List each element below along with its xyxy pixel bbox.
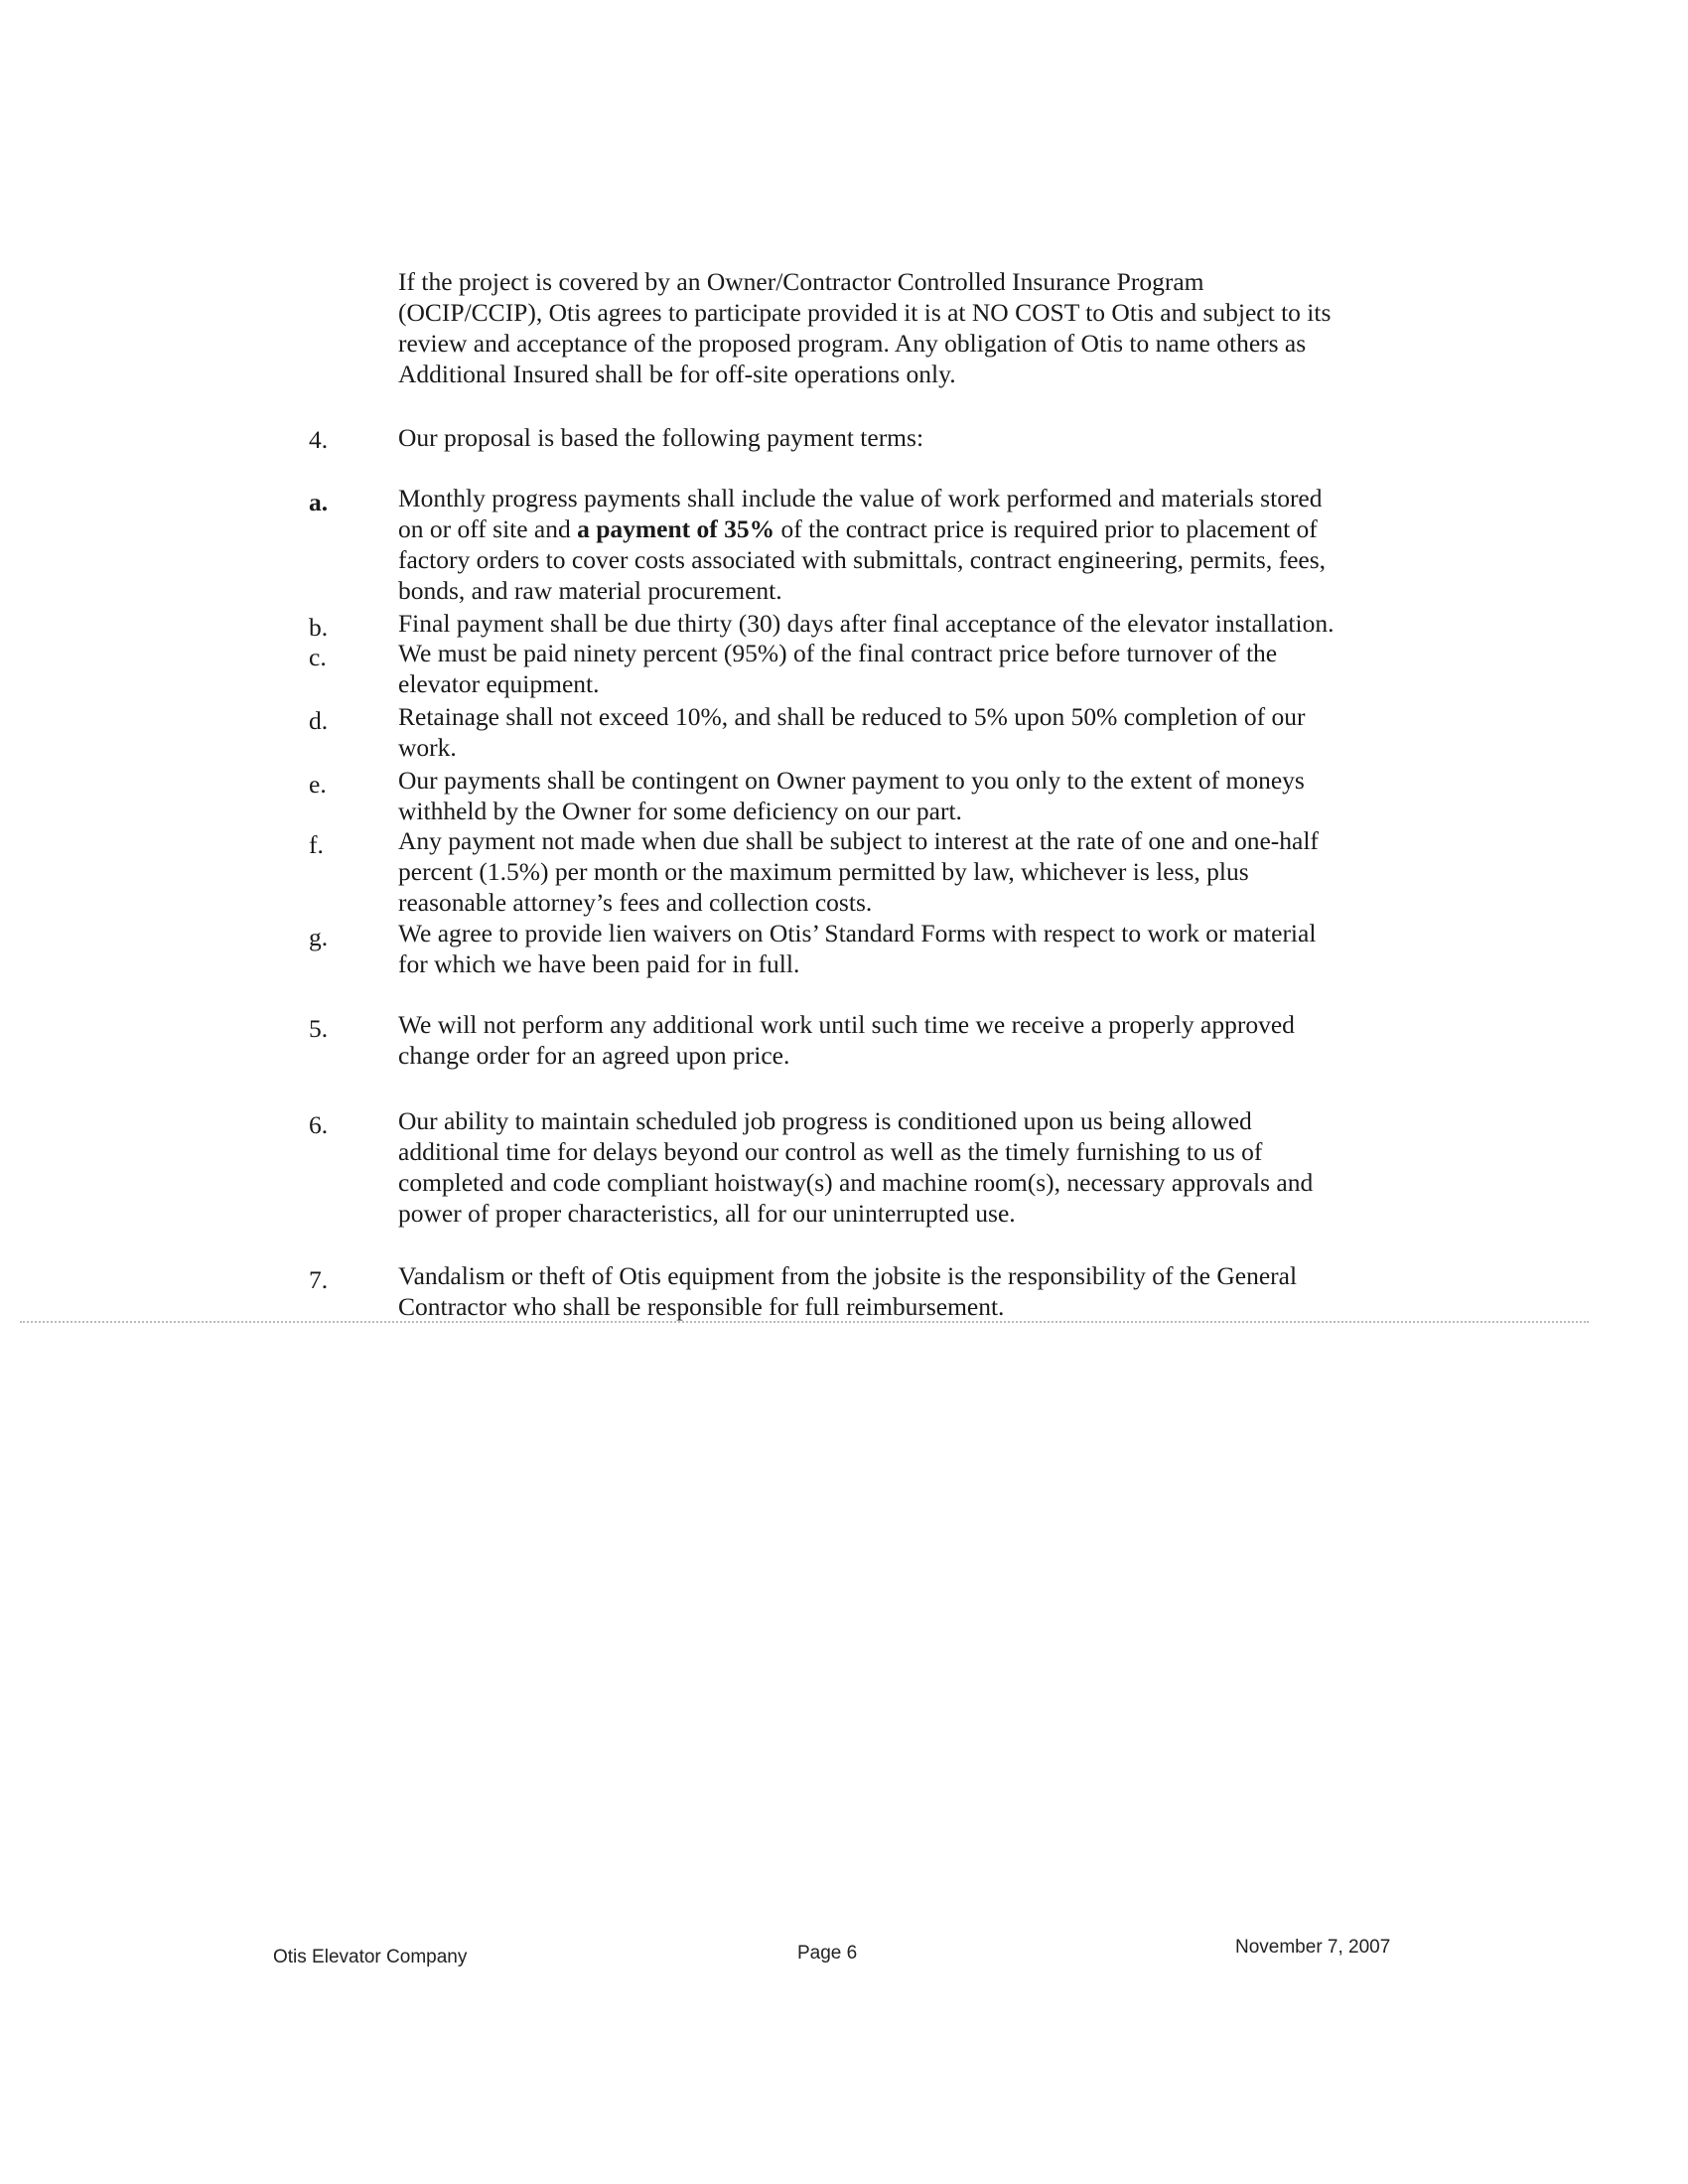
item-number: e. [309,770,327,799]
item-text [398,1009,1401,1071]
text-line: Retainage shall not exceed 10%, and shall be reduced to 5% upon 50% completion of our [398,702,1306,731]
text-line: additional time for delays beyond our control as well as the timely furnishing to us of [398,1137,1263,1166]
bold-payment-term: a payment of 35% [577,514,775,543]
insurance-paragraph [398,266,1401,389]
item-text [398,1105,1401,1229]
item-number: f. [309,830,324,859]
footer-company: Otis Elevator Company [273,1947,468,1967]
text-line: Contractor who shall be responsible for full reimbursement. [398,1292,1005,1321]
text-line: Monthly progress payments shall include the value of work performed and materials stored [398,484,1323,512]
text-line [398,513,1401,544]
item-number: b. [309,613,329,642]
text-line: review and acceptance of the proposed program. Any obligation of Otis to name others as [398,329,1307,358]
text-line: Final payment shall be due thirty (30) days after final acceptance of the elevator installation. [398,609,1335,638]
text-line: (OCIP/CCIP), Otis agrees to participate provided it is at NO COST to Otis and subject to its [398,298,1332,327]
footer-page-number: Page 6 [797,1943,858,1964]
item-text [398,608,1401,639]
text-line: percent (1.5%) per month or the maximum permitted by law, whichever is less, plus [398,857,1249,886]
item-number: 7. [309,1265,329,1294]
text-line: We will not perform any additional work until such time we receive a properly approved [398,1010,1295,1039]
item-text [398,1260,1401,1322]
text-segment: of the contract price is required prior to placement of [774,514,1318,543]
text-line: If the project is covered by an Owner/Contractor Controlled Insurance Program [398,267,1204,296]
item-text [398,765,1401,826]
item-text [398,638,1401,699]
text-line: Additional Insured shall be for off-site operations only. [398,360,956,388]
text-line: factory orders to cover costs associated with submittals, contract engineering, permits, fees, [398,545,1326,574]
text-line: Our payments shall be contingent on Owner payment to you only to the extent of moneys [398,766,1305,795]
text-line: change order for an agreed upon price. [398,1041,790,1070]
item-text [398,483,1401,606]
text-line: We agree to provide lien waivers on Otis’ Standard Forms with respect to work or material [398,919,1317,947]
text-line: Vandalism or theft of Otis equipment from the jobsite is the responsibility of the General [398,1261,1298,1290]
item-text [398,701,1401,763]
text-line: Our ability to maintain scheduled job progress is conditioned upon us being allowed [398,1106,1252,1135]
text-line: for which we have been paid for in full. [398,949,800,978]
item-number: d. [309,706,329,735]
text-line: elevator equipment. [398,669,600,698]
text-line: bonds, and raw material procurement. [398,576,782,605]
item-number: 6. [309,1110,329,1139]
text-line: Our proposal is based the following payment terms: [398,423,924,452]
dotted-divider [20,1321,1589,1323]
text-line: reasonable attorney’s fees and collection costs. [398,888,873,917]
footer-date: November 7, 2007 [1235,1937,1391,1958]
item-text [398,918,1401,979]
item-number: 5. [309,1014,329,1043]
item-letter: a. [309,488,329,516]
text-line: withheld by the Owner for some deficiency on our part. [398,797,962,825]
item-number: 4. [309,425,329,454]
text-line: Any payment not made when due shall be subject to interest at the rate of one and one-half [398,826,1319,855]
item-number: c. [309,643,327,671]
item-text [398,422,1401,453]
text-segment: on or off site and [398,514,578,543]
text-line: completed and code compliant hoistway(s) and machine room(s), necessary approvals and [398,1168,1314,1197]
item-number: g. [309,923,329,951]
item-text [398,825,1401,918]
text-line: power of proper characteristics, all for our uninterrupted use. [398,1199,1016,1228]
text-line: work. [398,733,457,762]
text-line: We must be paid ninety percent (95%) of the final contract price before turnover of the [398,639,1278,667]
